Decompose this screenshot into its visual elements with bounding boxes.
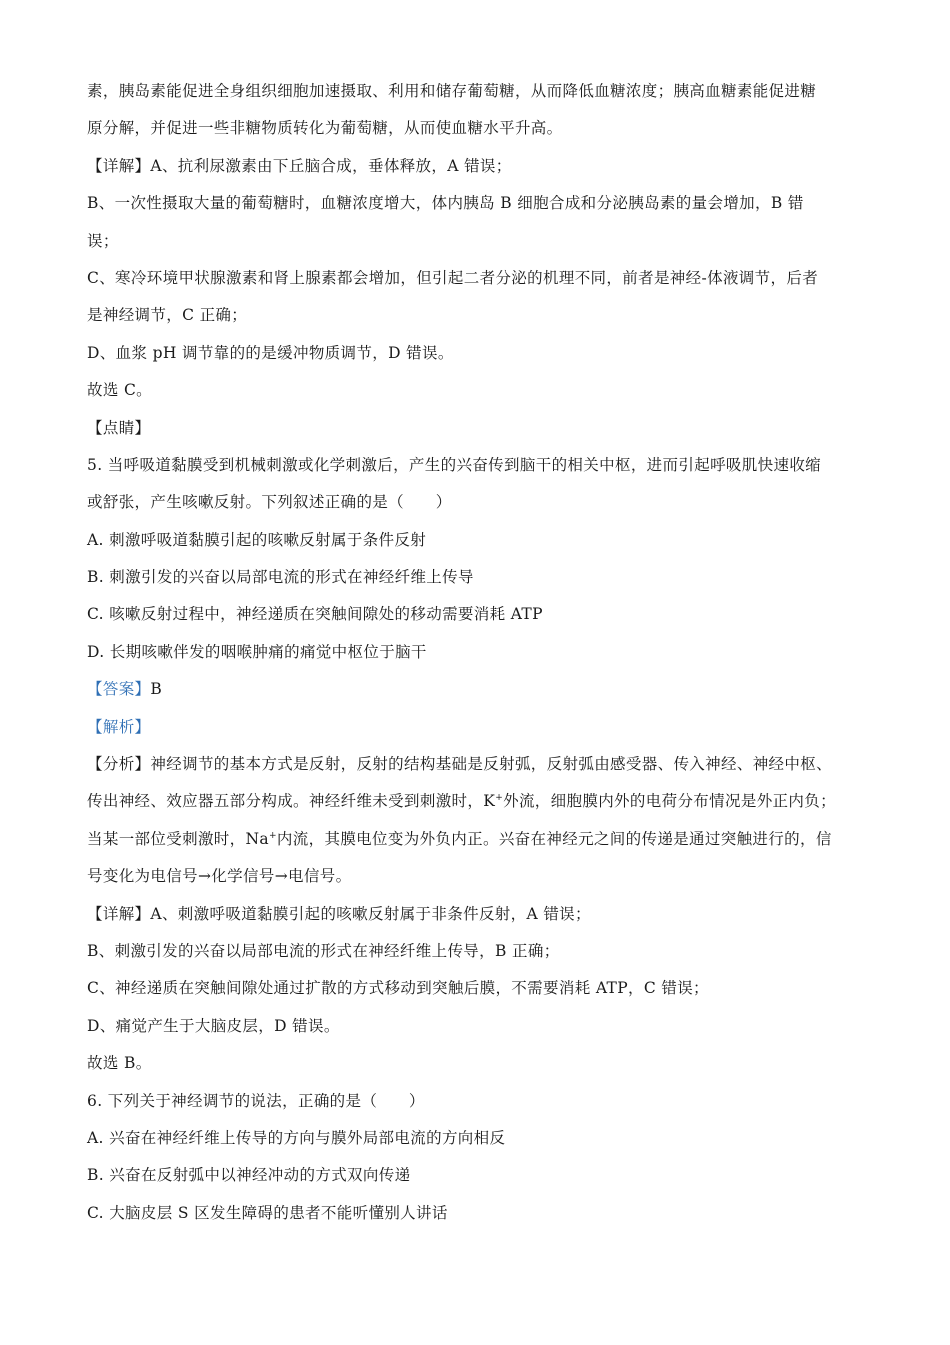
text-line: C、神经递质在突触间隙处通过扩散的方式移动到突触后膜，不需要消耗 ATP，C 错误； — [87, 979, 709, 998]
question-5-stem: 或舒张，产生咳嗽反射。下列叙述正确的是（ ） — [87, 493, 452, 512]
analysis-heading: 【解析】 — [87, 717, 151, 736]
text-line: 【详解】A、刺激呼吸道黏膜引起的咳嗽反射属于非条件反射，A 错误； — [87, 904, 591, 923]
text-line: 故选 B。 — [87, 1054, 152, 1073]
question-6-stem: 6. 下列关于神经调节的说法，正确的是（ ） — [87, 1091, 425, 1110]
text-line: B、一次性摄取大量的葡萄糖时，血糖浓度增大，体内胰岛 B 细胞合成和分泌胰岛素的量会增加，B 错 — [87, 194, 804, 213]
text-line: 故选 C。 — [87, 381, 153, 400]
answer-line — [87, 671, 863, 708]
answer-heading: 【答案】 — [87, 680, 151, 699]
question-5-option-b: B. 刺激引发的兴奋以局部电流的形式在神经纤维上传导 — [87, 568, 474, 587]
question-5-option-c: C. 咳嗽反射过程中，神经递质在突触间隙处的移动需要消耗 ATP — [87, 605, 543, 624]
superscript: + — [269, 830, 277, 841]
answer-value: B — [150, 680, 163, 699]
text-segment: 传出神经、效应器五部分构成。神经纤维未受到刺激时，K — [87, 792, 496, 811]
text-line: D、血浆 pH 调节靠的的是缓冲物质调节，D 错误。 — [87, 343, 454, 362]
question-6-option-c: C. 大脑皮层 S 区发生障碍的患者不能听懂别人讲话 — [87, 1203, 448, 1222]
text-line: 误； — [87, 231, 119, 250]
text-line: 【详解】A、抗利尿激素由下丘脑合成，垂体释放，A 错误； — [87, 156, 512, 175]
text-segment: 当某一部位受刺激时，Na — [87, 829, 270, 848]
question-5-option-a: A. 刺激呼吸道黏膜引起的咳嗽反射属于条件反射 — [87, 530, 427, 549]
text-line: 号变化为电信号→化学信号→电信号。 — [87, 867, 352, 886]
text-line — [87, 821, 863, 858]
text-line: 原分解，并促进一些非糖物质转化为葡萄糖，从而使血糖水平升高。 — [87, 119, 563, 138]
question-5-stem: 5. 当呼吸道黏膜受到机械刺激或化学刺激后，产生的兴奋传到脑干的相关中枢，进而引起呼吸肌快速收缩 — [87, 455, 822, 474]
text-line: C、寒冷环境甲状腺激素和肾上腺素都会增加，但引起二者分泌的机理不同，前者是神经-体液调节，后者 — [87, 268, 819, 287]
text-line: 【分析】神经调节的基本方式是反射，反射的结构基础是反射弧，反射弧由感受器、传入神经、神经中枢、 — [87, 755, 832, 774]
text-segment: 外流，细胞膜内外的电荷分布情况是外正内负； — [503, 792, 836, 811]
question-5-option-d: D. 长期咳嗽伴发的咽喉肿痛的痛觉中枢位于脑干 — [87, 642, 427, 661]
text-line: B、刺激引发的兴奋以局部电流的形式在神经纤维上传导，B 正确； — [87, 941, 560, 960]
text-line: 【点睛】 — [87, 418, 151, 437]
text-line — [87, 783, 863, 820]
question-6-option-b: B. 兴奋在反射弧中以神经冲动的方式双向传递 — [87, 1166, 411, 1185]
text-line: D、痛觉产生于大脑皮层，D 错误。 — [87, 1016, 340, 1035]
text-segment: 内流，其膜电位变为外负内正。兴奋在神经元之间的传递是通过突触进行的，信 — [276, 829, 832, 848]
text-line: 是神经调节，C 正确； — [87, 306, 248, 325]
superscript: + — [495, 793, 504, 804]
question-6-option-a: A. 兴奋在神经纤维上传导的方向与膜外局部电流的方向相反 — [87, 1128, 506, 1147]
document-page — [87, 73, 863, 1232]
text-line: 素，胰岛素能促进全身组织细胞加速摄取、利用和储存葡萄糖，从而降低血糖浓度；胰高血糖素能促进糖 — [87, 82, 817, 100]
